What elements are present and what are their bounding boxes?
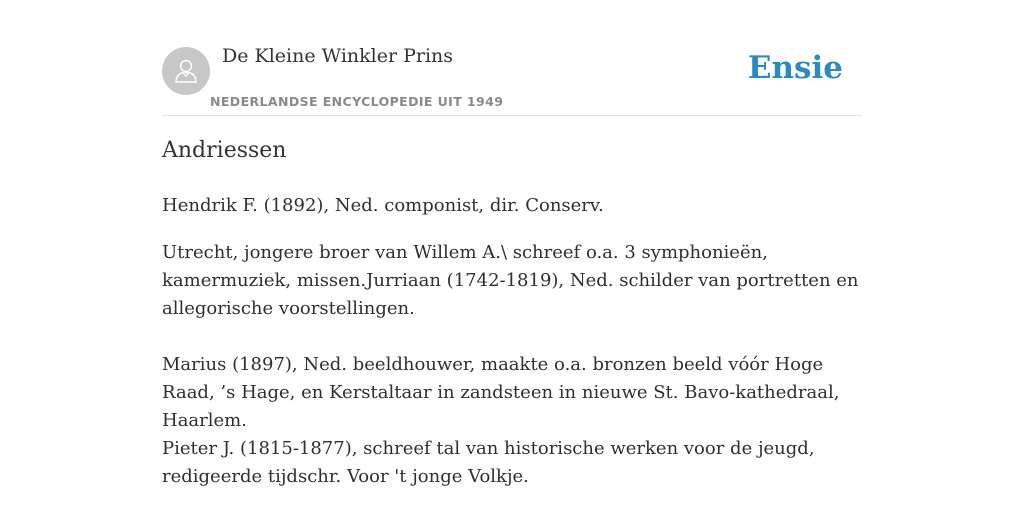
person-outline-icon — [171, 56, 201, 86]
article-paragraph: Hendrik F. (1892), Ned. componist, dir. Conserv. — [162, 195, 604, 216]
page-container — [162, 0, 862, 512]
article-paragraph: Pieter J. (1815-1877), schreef tal van historische werken voor de jeugd, redigeerde tijdschr. Voor 't jonge Volkje. — [162, 438, 815, 487]
user-avatar-icon[interactable] — [162, 47, 210, 95]
header-divider — [162, 115, 862, 116]
ensie-logo-link[interactable]: Ensie — [747, 50, 843, 86]
source-subtitle: NEDERLANDSE ENCYCLOPEDIE UIT 1949 — [210, 94, 504, 109]
article-paragraph: Marius (1897), Ned. beeldhouwer, maakte o.a. bronzen beeld vóór Hoge Raad, ’s Hage, en Kerstaltaar in zandsteen in nieuwe St. Bavo-kathedraal, Haarlem. — [162, 354, 840, 431]
source-name-link[interactable]: De Kleine Winkler Prins — [222, 45, 454, 67]
article-paragraph: Utrecht, jongere broer van Willem A.\ schreef o.a. 3 symphonieën, kamermuziek, missen.Jurriaan (1742-1819), Ned. schilder van portretten en allegorische voorstellingen. — [162, 242, 859, 319]
article-title: Andriessen — [162, 138, 287, 163]
